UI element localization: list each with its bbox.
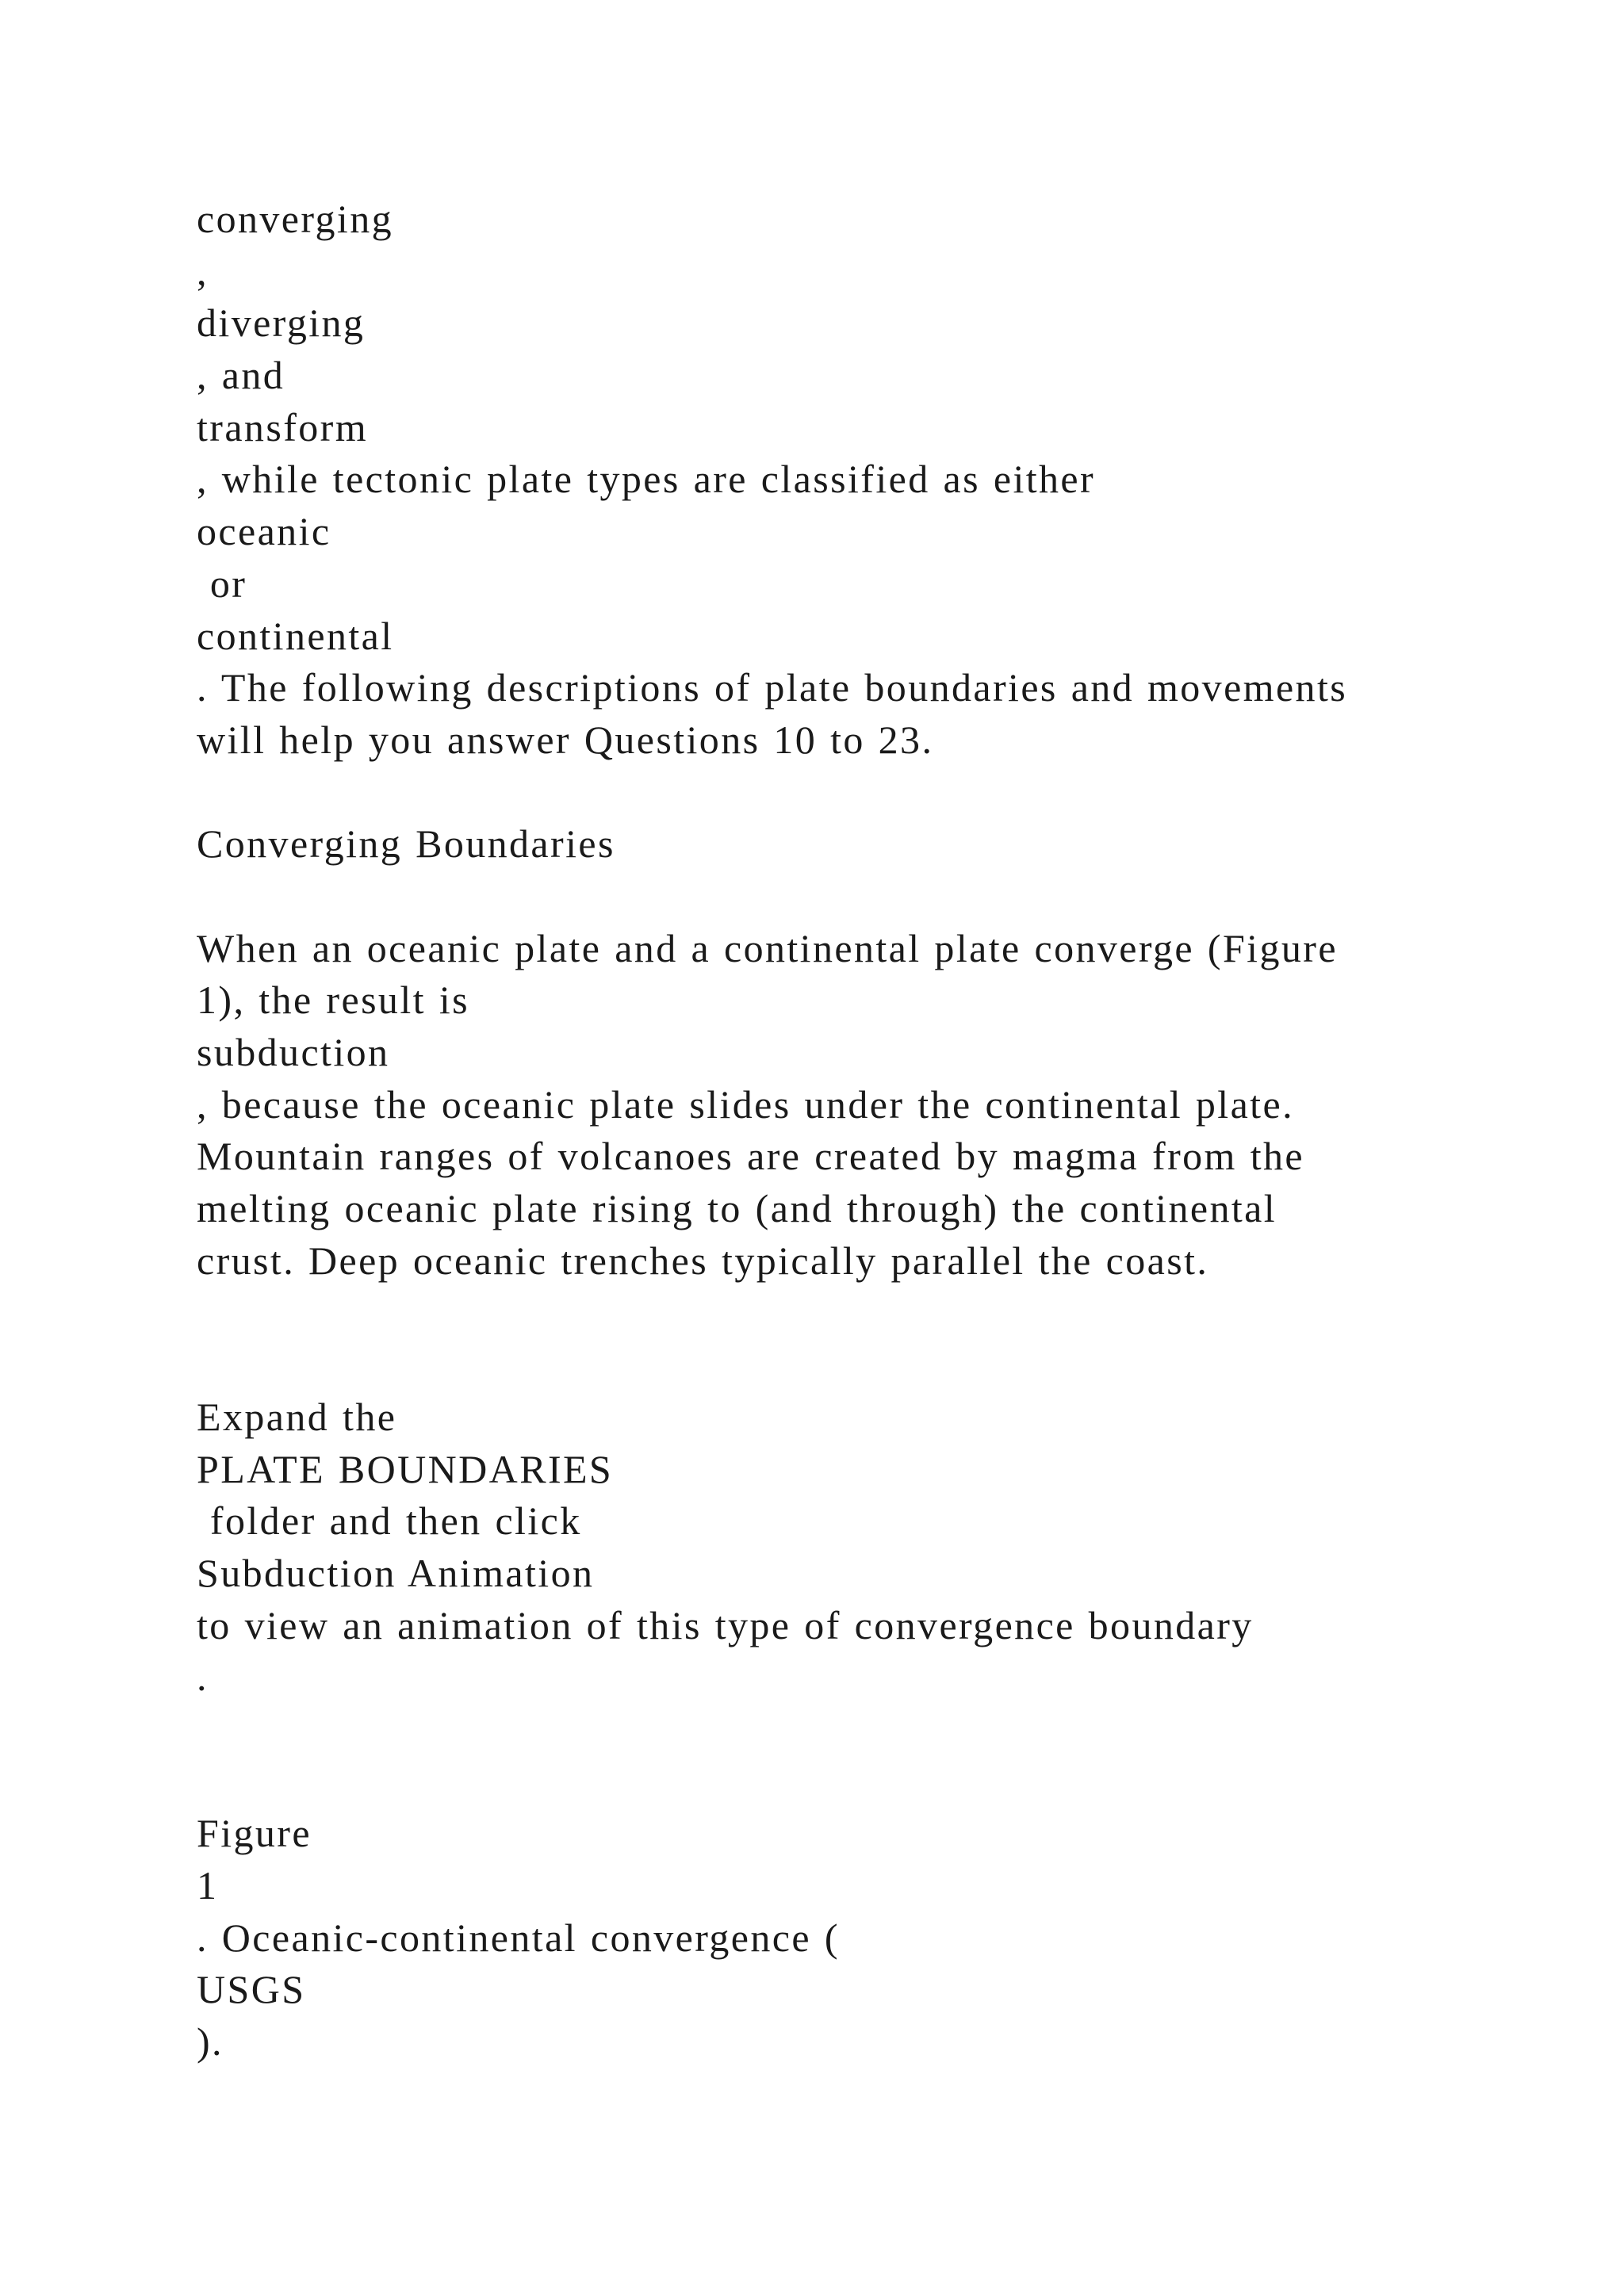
text-line: transform bbox=[197, 404, 368, 450]
document-body bbox=[197, 193, 1545, 2068]
text-line: to view an animation of this type of convergence boundary bbox=[197, 1602, 1254, 1647]
text-line: continental bbox=[197, 613, 394, 658]
text-line: When an oceanic plate and a continental plate converge (Figure bbox=[197, 925, 1338, 970]
blank-line bbox=[197, 1339, 1545, 1391]
section-heading: Converging Boundaries bbox=[197, 821, 615, 867]
text-line: . The following descriptions of plate boundaries and movements bbox=[197, 665, 1348, 710]
text-line: Expand the bbox=[197, 1394, 397, 1439]
text-line: melting oceanic plate rising to (and through) the continental bbox=[197, 1186, 1277, 1231]
text-line: , because the oceanic plate slides under the continental plate. bbox=[197, 1081, 1294, 1127]
figure-caption-line: ). bbox=[197, 2019, 224, 2064]
blank-line bbox=[197, 1704, 1545, 1756]
text-line: diverging bbox=[197, 300, 366, 346]
text-line: Subduction Animation bbox=[197, 1550, 595, 1595]
blank-line bbox=[197, 1287, 1545, 1339]
figure-caption-line: 1 bbox=[197, 1863, 219, 1908]
figure-caption-line: . Oceanic-continental convergence ( bbox=[197, 1915, 840, 1960]
blank-line bbox=[197, 1756, 1545, 1808]
text-line: subduction bbox=[197, 1030, 390, 1074]
figure-caption-line: Figure bbox=[197, 1811, 312, 1856]
text-line: crust. Deep oceanic trenches typically parallel the coast. bbox=[197, 1238, 1209, 1283]
text-line: oceanic bbox=[197, 509, 331, 554]
blank-line bbox=[197, 767, 1545, 819]
figure-caption-line: USGS bbox=[197, 1967, 306, 2012]
text-line: will help you answer Questions 10 to 23. bbox=[197, 717, 934, 762]
text-line: , and bbox=[197, 353, 285, 398]
text-line: Mountain ranges of volcanoes are created by magma from the bbox=[197, 1134, 1304, 1179]
text-line: folder and then click bbox=[197, 1498, 582, 1544]
text-line: converging bbox=[197, 197, 394, 241]
blank-line bbox=[197, 871, 1545, 923]
text-line: , while tectonic plate types are classified as either bbox=[197, 457, 1096, 502]
text-line: , bbox=[197, 248, 209, 293]
text-line: . bbox=[197, 1655, 209, 1700]
text-line: or bbox=[197, 561, 247, 606]
text-line: PLATE BOUNDARIES bbox=[197, 1446, 614, 1491]
text-line: 1), the result is bbox=[197, 978, 469, 1023]
